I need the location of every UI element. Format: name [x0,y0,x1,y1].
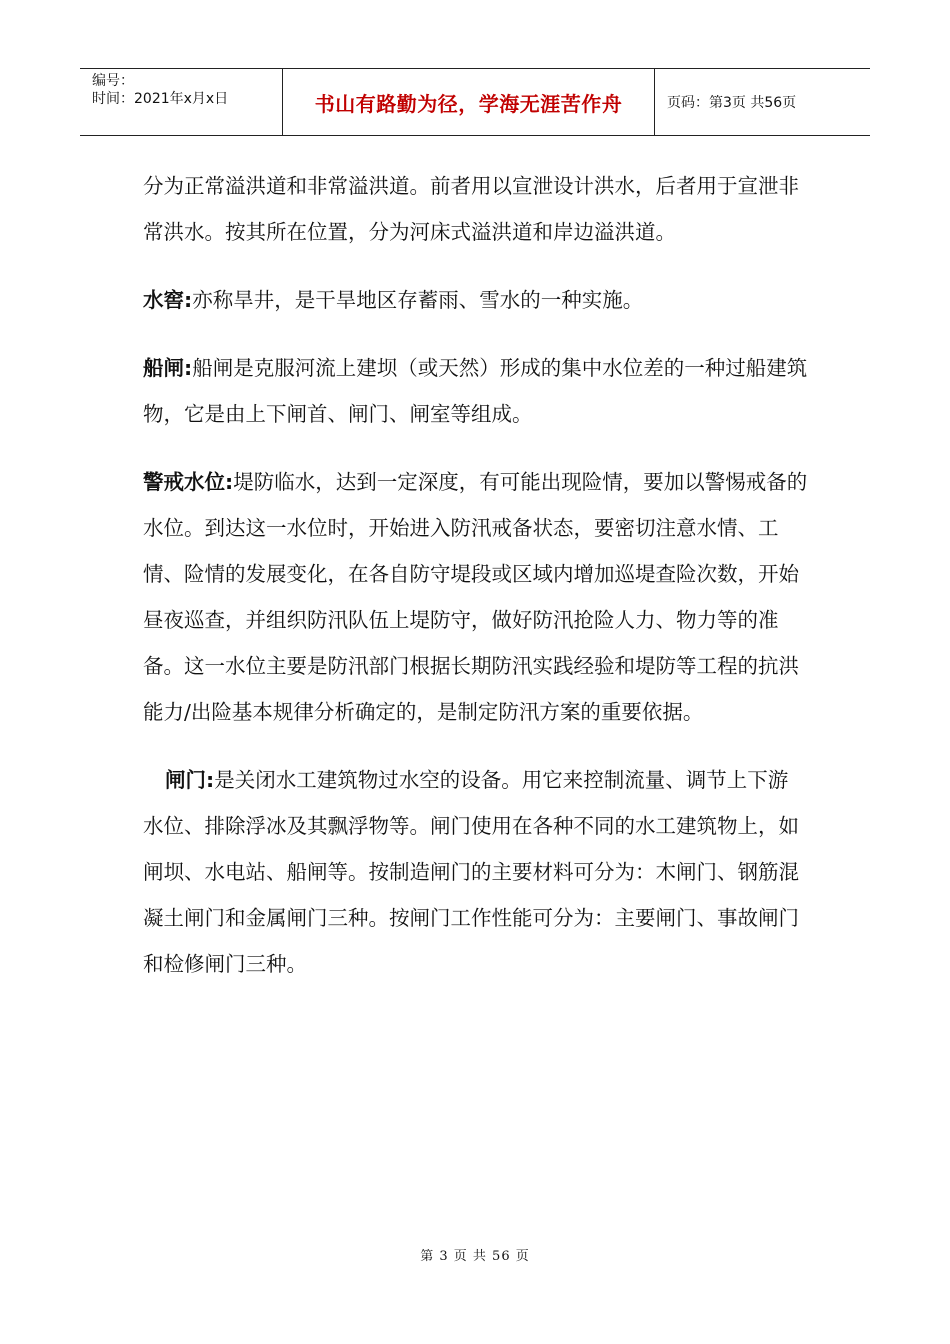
paragraph-text: 是关闭水工建筑物过水空的设备。用它来控制流量、调节上下游水位、排除浮冰及其飘浮物等。闸门使用在各种不同的水工建筑物上，如闸坝、水电站、船闸等。按制造闸门的主要材料可分为：木闸门、钢筋混凝土闸门和金属闸门三种。按闸门工作性能可分为：主要闸门、事故闸门和检修闸门三种。 [143,768,799,976]
header-motto-cell [282,69,655,135]
paragraph-text: 分为正常溢洪道和非常溢洪道。前者用以宣泄设计洪水，后者用于宣泄非常洪水。按其所在位置，分为河床式溢洪道和岸边溢洪道。 [143,174,799,244]
paragraph-ship-lock [143,345,808,437]
term-ship-lock: 船闸: [143,356,193,380]
paragraph-water-cellar [143,277,808,323]
header-meta [80,69,282,135]
page-footer [0,1245,950,1264]
paragraph-text: 船闸是克服河流上建坝（或天然）形成的集中水位差的一种过船建筑物，它是由上下闸首、闸门、闸室等组成。 [143,356,808,426]
paragraph-text: 堤防临水，达到一定深度，有可能出现险情，要加以警惕戒备的水位。到达这一水位时，开始进入防汛戒备状态，要密切注意水情、工情、险情的发展变化，在各自防守堤段或区域内增加巡堤查险次数，开始昼夜巡查，并组织防汛队伍上堤防守，做好防汛抢险人力、物力等的准备。这一水位主要是防汛部门根据长期防汛实践经验和堤防等工程的抗洪能力/出险基本规律分析确定的，是制定防汛方案的重要依据。 [143,470,808,724]
document-date-label: 时间：2021年x月x日 [92,91,229,107]
document-body [143,163,808,1009]
header-motto: 书山有路勤为径，学海无涯苦作舟 [314,91,623,116]
page-header [80,68,870,136]
document-number-label: 编号： [92,73,134,89]
header-page-cell [655,69,870,135]
term-water-cellar: 水窖: [143,288,193,312]
term-warning-level: 警戒水位: [143,470,234,494]
footer-page-number: 第 3 页 共 56 页 [420,1249,530,1264]
paragraph-warning-level [143,459,808,735]
header-page-label: 页码：第3页 共56页 [667,95,797,111]
term-gate: 闸门: [165,768,215,792]
paragraph-text: 亦称旱井，是干旱地区存蓄雨、雪水的一种实施。 [192,288,644,312]
paragraph-gate [143,757,808,987]
paragraph-spillway [143,163,808,255]
